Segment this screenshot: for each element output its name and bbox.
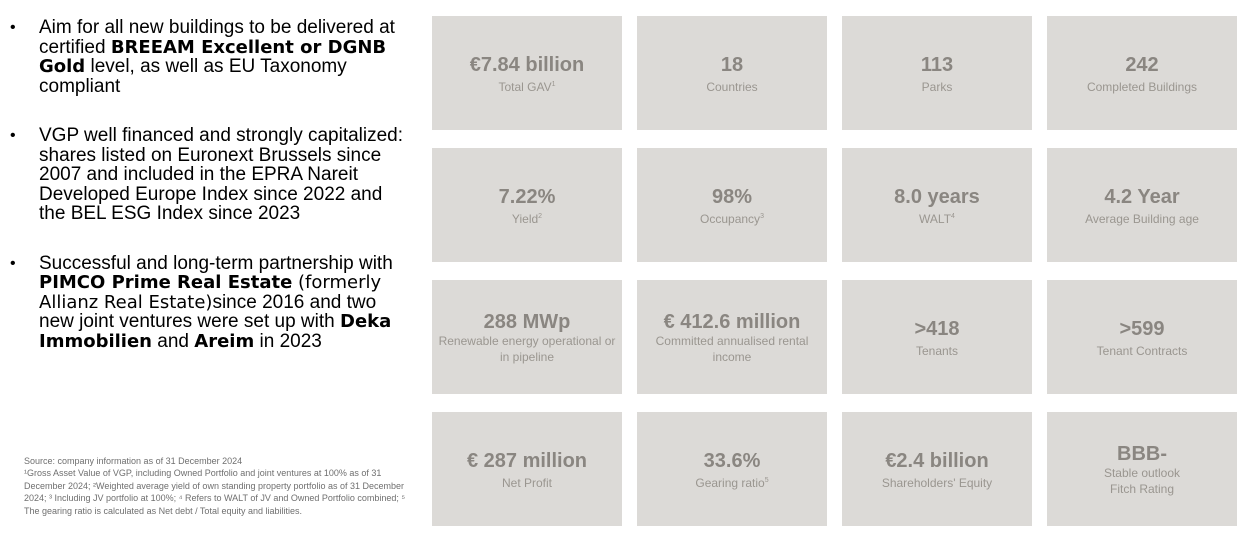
bullet-dot: • bbox=[10, 19, 16, 36]
kpi-value: 113 bbox=[920, 53, 954, 76]
bullet-dot: • bbox=[10, 127, 16, 144]
kpi-label: Parks bbox=[921, 79, 953, 94]
kpi-label: Gearing ratio$^5$ bbox=[695, 475, 769, 490]
kpi-value: 18 bbox=[720, 53, 744, 76]
kpi-value: €2.4 billion bbox=[885, 449, 989, 472]
footnote-source: Source: company information as of 31 December 2024 bbox=[24, 456, 243, 466]
kpi-value: 98% bbox=[711, 185, 753, 208]
kpi-label: Stable outlook Fitch Rating bbox=[1103, 466, 1181, 496]
kpi-label: Yield$^2$ bbox=[511, 211, 543, 226]
bullet-dot: • bbox=[10, 254, 16, 272]
kpi-value: >418 bbox=[914, 317, 960, 340]
kpi-value: 4.2 Year bbox=[1104, 185, 1180, 208]
kpi-label: Countries bbox=[706, 79, 758, 94]
kpi-label: Occupancy$^3$ bbox=[700, 211, 764, 226]
kpi-label: Completed Buildings bbox=[1086, 79, 1198, 94]
kpi-label: Total GAV$^1$ bbox=[498, 79, 556, 94]
kpi-tenant-contracts bbox=[1047, 280, 1237, 394]
kpi-tenants bbox=[842, 280, 1032, 394]
kpi-gearing-ratio bbox=[637, 412, 827, 526]
kpi-label: Tenants bbox=[915, 343, 959, 358]
bullet-financing: • VGP well financed and strongly capitalized: shares listed on Euronext Brussels since 2007 and included in the EPRA Nareit Developed Europe Index since 2022 and the BEL ESG Index since 2023 bbox=[10, 125, 404, 224]
kpi-rental-income bbox=[637, 280, 827, 394]
kpi-label: Committed annualised rental income bbox=[655, 334, 809, 364]
kpi-value: 288 MWp bbox=[483, 311, 571, 333]
footnote-notes: ¹Gross Asset Value of VGP, including Owned Portfolio and joint ventures at 100% as of 31 December 2024; ²Weighted average yield of own standing property portfolio as of 31 December 2024; ³ Including JV portfolio at 100%; ⁴ Refers to WALT of JV and Owned Portfolio combined; ⁵ The gearing ratio is calculated as Net debt / Total equity and liabilities. bbox=[24, 468, 406, 516]
kpi-label: WALT$^4$ bbox=[919, 211, 955, 226]
kpi-walt bbox=[842, 148, 1032, 262]
kpi-label: Shareholders' Equity bbox=[881, 475, 993, 490]
kpi-building-age bbox=[1047, 148, 1237, 262]
kpi-total-gav bbox=[432, 16, 622, 130]
kpi-net-profit bbox=[432, 412, 622, 526]
bullet-breeam: • Aim for all new buildings to be delivered at certified BREEAM Excellent or DGNB Gold level, as well as EU Taxonomy compliant bbox=[10, 17, 395, 97]
bullet-partnership: • Successful and long-term partnership with PIMCO Prime Real Estate (formerly Allianz Real Estate)since 2016 and two new joint ventures were set up with Deka Immobilien and Areim in 2023 bbox=[10, 252, 393, 352]
kpi-value: 8.0 years bbox=[894, 185, 980, 208]
kpi-shareholders-equity bbox=[842, 412, 1032, 526]
kpi-value: BBB- bbox=[1117, 443, 1167, 465]
kpi-label: Tenant Contracts bbox=[1096, 343, 1188, 358]
kpi-label: Renewable energy operational or in pipeline bbox=[438, 334, 616, 364]
kpi-occupancy bbox=[637, 148, 827, 262]
kpi-label: Average Building age bbox=[1085, 211, 1199, 226]
kpi-value: 33.6% bbox=[703, 449, 761, 472]
kpi-label: Net Profit bbox=[501, 475, 552, 490]
kpi-value: >599 bbox=[1119, 317, 1165, 340]
kpi-value: €7.84 billion bbox=[469, 53, 585, 76]
footnote bbox=[24, 455, 416, 517]
kpi-grid bbox=[432, 16, 1236, 526]
kpi-yield bbox=[432, 148, 622, 262]
kpi-value: 242 bbox=[1125, 53, 1159, 76]
kpi-value: 7.22% bbox=[498, 185, 556, 208]
kpi-completed-buildings bbox=[1047, 16, 1237, 130]
kpi-rating bbox=[1047, 412, 1237, 526]
kpi-parks bbox=[842, 16, 1032, 130]
kpi-renewable-energy bbox=[432, 280, 622, 394]
kpi-countries bbox=[637, 16, 827, 130]
kpi-value: € 287 million bbox=[466, 449, 588, 472]
bullet-list bbox=[10, 18, 410, 381]
kpi-value: € 412.6 million bbox=[663, 311, 801, 333]
